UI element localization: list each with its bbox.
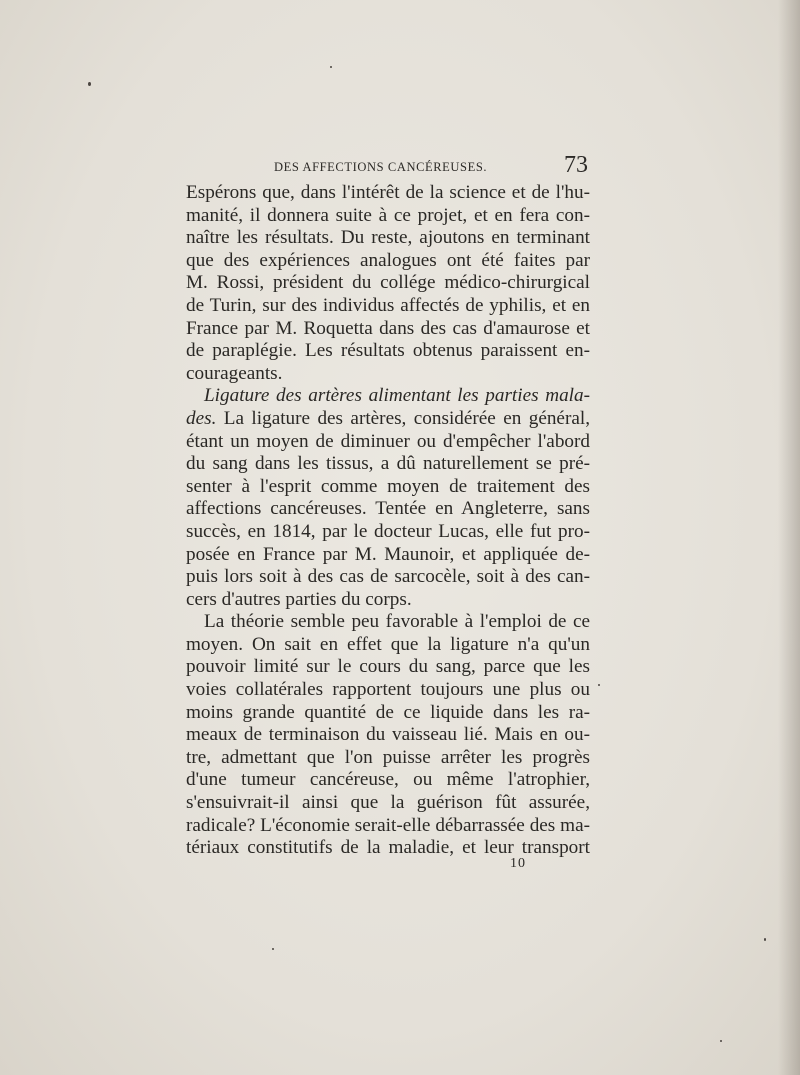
text-line: étant un moyen de diminuer ou d'empêcher l'abord [186, 430, 590, 452]
text-line: posée en France par M. Maunoir, et appliquée de- [186, 543, 590, 565]
text-line: de Turin, sur des individus affectés de yphilis, et en [186, 294, 590, 316]
text-line: senter à l'esprit comme moyen de traitement des [186, 475, 590, 497]
section-heading-italic: Ligature des artères alimentant les parties mala- [204, 385, 590, 407]
text-line: d'une tumeur cancéreuse, ou même l'atrophier, [186, 769, 590, 791]
page-header [186, 152, 590, 180]
text-line: succès, en 1814, par le docteur Lucas, elle fut pro- [186, 520, 590, 542]
section-heading-line [186, 385, 590, 408]
text-line: moins grande quantité de ce liquide dans les ra- [186, 701, 590, 723]
text-line: affections cancéreuses. Tentée en Angleterre, sans [186, 498, 590, 520]
text-line: naître les résultats. Du reste, ajoutons en terminant [186, 227, 590, 249]
text-line [186, 408, 590, 431]
body-text [186, 182, 590, 860]
text-line: pouvoir limité sur le cours du sang, parce que les [186, 656, 590, 678]
paper-speck [764, 938, 766, 941]
paper-speck [598, 684, 600, 686]
text-line: de paraplégie. Les résultats obtenus paraissent en- [186, 340, 590, 362]
paper-speck [272, 948, 274, 950]
text-line: du sang dans les tissus, a dû naturellement se pré- [186, 453, 590, 475]
paper-speck [720, 1040, 722, 1042]
paper-speck [88, 82, 91, 86]
text-line: France par M. Roquetta dans des cas d'amaurose et [186, 317, 590, 339]
text-line: La théorie semble peu favorable à l'emploi de ce [204, 611, 590, 633]
text-line: Espérons que, dans l'intérêt de la science et de l'hu- [186, 182, 590, 203]
page-number: 73 [564, 152, 588, 178]
page-edge-shadow [778, 0, 800, 1075]
text-line: M. Rossi, président du collége médico-chirurgical [186, 272, 590, 294]
text-line: puis lors soit à des cas de sarcocèle, soit à des can- [186, 566, 590, 588]
running-head: DES AFFECTIONS CANCÉREUSES. [274, 160, 488, 174]
paper-speck [330, 66, 332, 68]
text-line: moyen. On sait en effet que la ligature n'a qu'un [186, 633, 590, 655]
text-line: que des expériences analogues ont été faites par [186, 249, 590, 271]
section-heading-italic-end: des. [186, 407, 217, 429]
text-line: courageants. [186, 362, 283, 384]
text-line: cers d'autres parties du corps. [186, 588, 412, 610]
text-line: meaux de terminaison du vaisseau lié. Mais en ou- [186, 724, 590, 746]
text-line: manité, il donnera suite à ce projet, et en fera con- [186, 204, 590, 226]
text-line: voies collatérales rapportent toujours une plus ou [186, 679, 590, 701]
text-line: s'ensuivrait-il ainsi que la guérison fût assurée, [186, 792, 590, 814]
text-line: tre, admettant que l'on puisse arrêter les progrès [186, 746, 590, 768]
text-line: radicale? L'économie serait-elle débarrassée des ma- [186, 814, 590, 836]
text-line: tériaux constitutifs de la maladie, et leur transport [186, 837, 590, 859]
section-text-start: La ligature des artères, considérée en général, [216, 407, 590, 429]
signature-mark: 10 [510, 856, 526, 871]
